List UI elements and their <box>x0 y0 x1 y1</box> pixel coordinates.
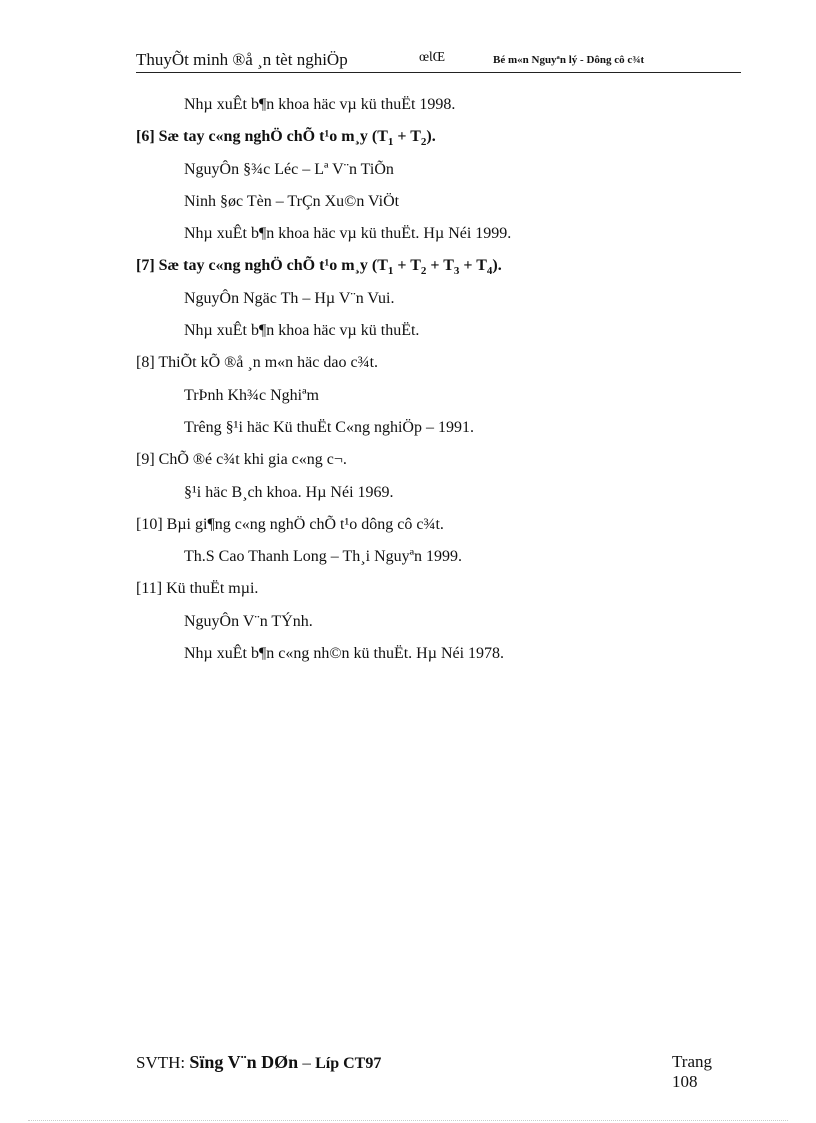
subscript: 1 <box>387 265 394 278</box>
reference-text: [10] Bµi gi¶ng c«ng nghÖ chÕ t¹o dông cô c¾t. <box>136 515 444 533</box>
reference-text: Trêng §¹i häc Kü thuËt C«ng nghiÖp – 1991. <box>184 418 474 436</box>
reference-line <box>136 546 741 578</box>
page-header <box>136 48 741 73</box>
reference-text: Nhµ xuÊt b¶n c«ng nh©n kü thuËt. Hµ Néi 1978. <box>184 645 505 663</box>
footer-student <box>136 1052 381 1073</box>
reference-line: [7] Sæ tay c«ng nghÖ chÕ t¹o m¸y $(T_1 + T_2 + T_3 + T_4)$. <box>136 257 502 278</box>
reference-line <box>136 191 741 223</box>
bottom-divider <box>28 1120 788 1121</box>
reference-line <box>136 94 741 126</box>
subscript: 2 <box>420 136 427 149</box>
page-label: Trang <box>672 1052 712 1071</box>
subscript: 1 <box>387 136 394 149</box>
subscript: 2 <box>420 265 427 278</box>
reference-line <box>136 159 741 191</box>
student-name: Sïng V¨n DØn <box>189 1052 299 1072</box>
reference-line <box>136 385 741 417</box>
reference-text: [7] Sæ tay c«ng nghÖ chÕ t¹o m¸y (T <box>136 257 388 275</box>
footer-label: SVTH: <box>136 1053 190 1072</box>
book-ornament-icon: œƖŒ <box>419 50 446 65</box>
reference-text: NguyÔn V¨n TÝnh. <box>184 612 313 630</box>
reference-list <box>136 94 741 675</box>
page-footer <box>136 1052 741 1096</box>
reference-text: NguyÔn §¾c Léc – Lª V¨n TiÕn <box>184 160 394 178</box>
reference-line <box>136 643 741 675</box>
reference-tail: ). <box>426 128 436 146</box>
subscript: 4 <box>486 265 493 278</box>
reference-line <box>136 449 741 481</box>
reference-line <box>136 578 741 610</box>
reference-text: Nhµ xuÊt b¶n khoa häc vµ kü thuËt 1998. <box>184 96 456 113</box>
reference-line <box>136 223 741 255</box>
header-title: ThuyÕt minh ®å ¸n tèt nghiÖp <box>136 50 348 69</box>
reference-text: §¹i häc B¸ch khoa. Hµ Néi 1969. <box>184 483 394 501</box>
reference-text: [6] Sæ tay c«ng nghÖ chÕ t¹o m¸y (T <box>136 128 388 146</box>
reference-line: [6] Sæ tay c«ng nghÖ chÕ t¹o m¸y $(T_1 + T_2)$. <box>136 128 436 149</box>
page-number: 108 <box>672 1072 698 1091</box>
reference-line <box>136 514 741 546</box>
reference-line <box>136 417 741 449</box>
reference-text: [8] ThiÕt kÕ ®å ¸n m«n häc dao c¾t. <box>136 354 379 372</box>
reference-line <box>136 352 741 384</box>
header-department: Bé m«n Nguyªn lý - Dông cô c¾t <box>493 54 645 66</box>
reference-line <box>136 482 741 514</box>
reference-text: [9] ChÕ ®é c¾t khi gia c«ng c¬. <box>136 451 347 469</box>
reference-text: Nhµ xuÊt b¶n khoa häc vµ kü thuËt. <box>184 322 420 340</box>
page-number-block <box>672 1052 712 1092</box>
reference-line <box>136 320 741 352</box>
reference-text: Th.S Cao Thanh Long – Th¸i Nguyªn 1999. <box>184 548 463 566</box>
reference-text: Nhµ xuÊt b¶n khoa häc vµ kü thuËt. Hµ Néi 1999. <box>184 225 512 243</box>
reference-text: TrÞnh Kh¾c Nghiªm <box>184 386 319 404</box>
reference-line <box>136 288 741 320</box>
reference-tail: ). <box>492 257 502 275</box>
subscript: 3 <box>453 265 460 278</box>
reference-line <box>136 611 741 643</box>
reference-text: NguyÔn Ngäc Th – Hµ V¨n Vui. <box>184 289 395 307</box>
reference-text: [11] Kü thuËt mµi. <box>136 580 259 598</box>
student-class: Líp CT97 <box>315 1055 382 1072</box>
footer-dash: – <box>298 1053 316 1072</box>
reference-text: Ninh §øc Tèn – TrÇn Xu©n ViÖt <box>184 192 400 210</box>
